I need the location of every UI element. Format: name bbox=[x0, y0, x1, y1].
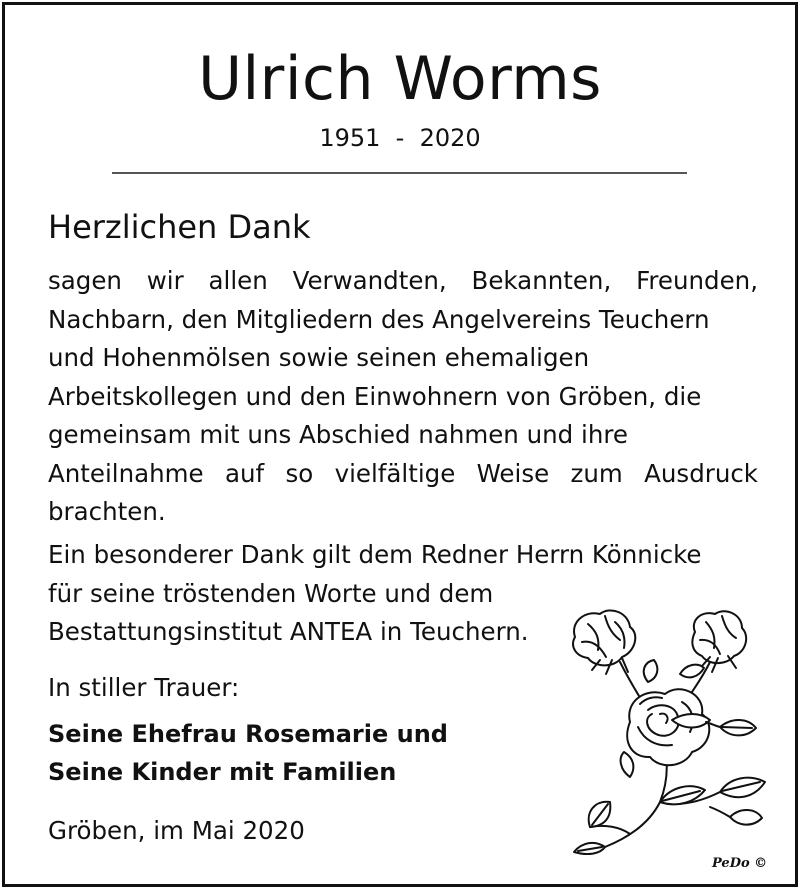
thanks-line: Nachbarn, den Mitgliedern des Angelvereins Teuchern bbox=[48, 304, 710, 334]
mourning-line: In stiller Trauer: bbox=[48, 673, 240, 702]
thanks-paragraph bbox=[48, 262, 758, 532]
thanks-line: sagen wir allen Verwandten, Bekannten, Freunden, bbox=[48, 266, 758, 295]
divider-line bbox=[112, 172, 687, 174]
thanks-line: und Hohenmölsen sowie seinen ehemaligen bbox=[48, 343, 590, 372]
special-thanks-line: Bestattungsinstitut ANTEA in Teuchern. bbox=[48, 617, 529, 646]
thanks-heading: Herzlichen Dank bbox=[48, 208, 311, 246]
thanks-line: Arbeitskollegen und den Einwohnern von Gröben, die bbox=[48, 381, 702, 411]
thanks-line: Anteilnahme auf so vielfältige Weise zum Ausdruck bbox=[48, 458, 758, 488]
family-line: Seine Kinder mit Familien bbox=[48, 758, 397, 786]
special-thanks-line: für seine tröstenden Worte und dem bbox=[48, 578, 494, 608]
deceased-name: Ulrich Worms bbox=[198, 44, 602, 114]
family-line: Seine Ehefrau Rosemarie und bbox=[48, 720, 448, 748]
artist-signature: PeDo © bbox=[712, 856, 768, 871]
roses-illustration bbox=[560, 602, 785, 857]
thanks-line: gemeinsam mit uns Abschied nahmen und ihre bbox=[48, 420, 628, 449]
life-dates: 1951 - 2020 bbox=[319, 124, 481, 152]
special-thanks-line: Ein besonderer Dank gilt dem Redner Herrn Könnicke bbox=[48, 540, 702, 569]
place-date: Gröben, im Mai 2020 bbox=[48, 816, 305, 845]
thanks-line: brachten. bbox=[48, 497, 166, 526]
